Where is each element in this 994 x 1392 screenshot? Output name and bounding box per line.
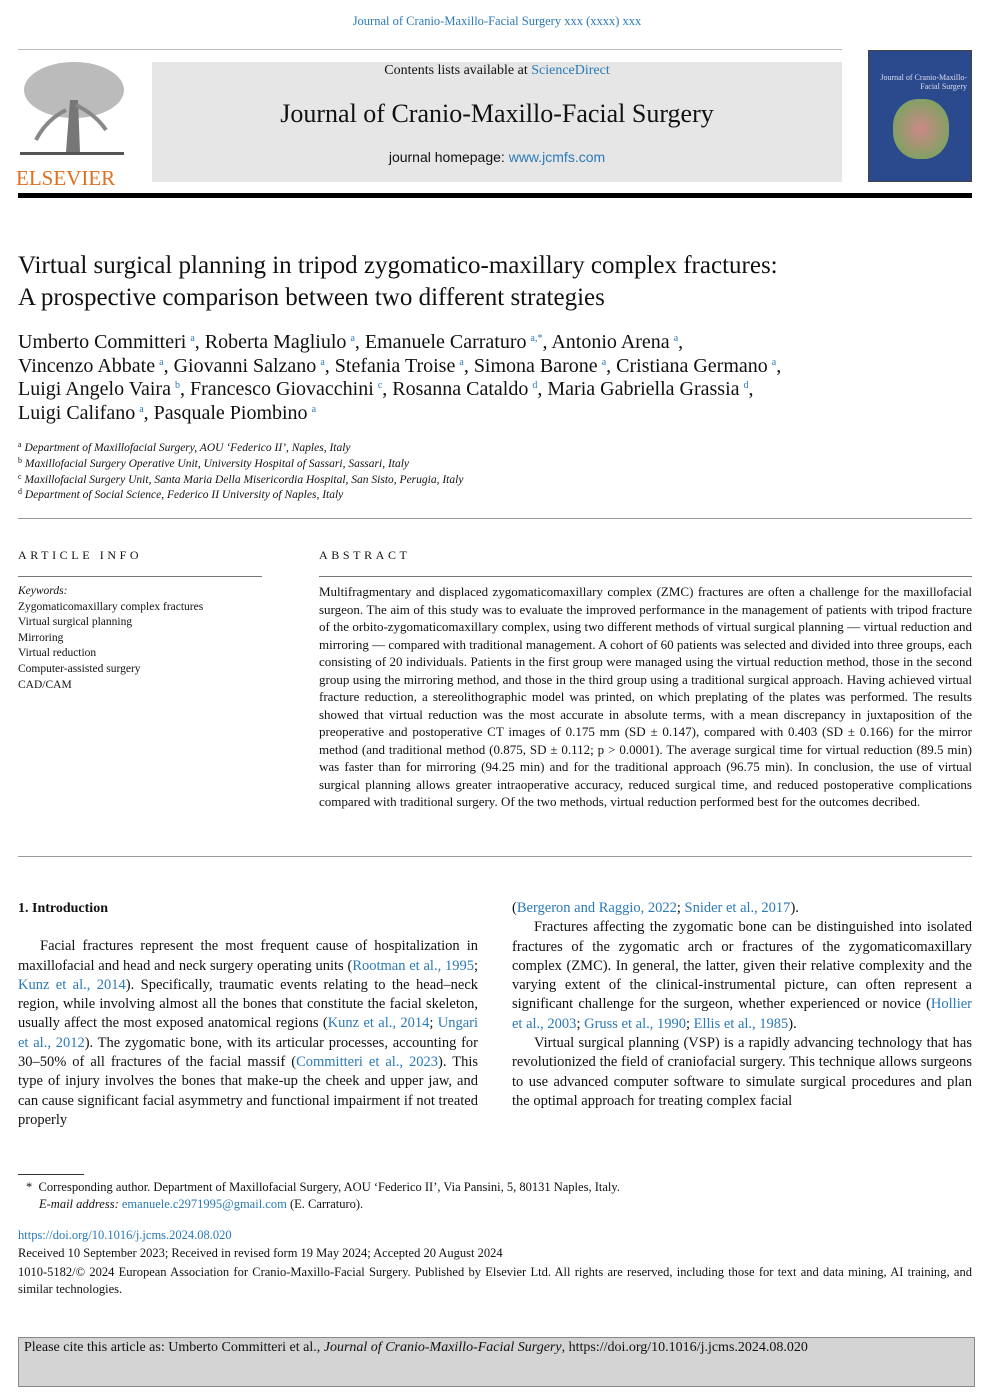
affiliations [18,441,463,504]
text-segment: ( [512,900,517,916]
homepage-prefix: journal homepage: [388,149,509,165]
email-label: E-mail address: [39,1197,119,1211]
keyword: Mirroring [18,631,64,644]
author-name[interactable]: Luigi Califano [18,401,136,424]
corresponding-author-footnote [26,1179,972,1213]
affiliation-marker[interactable]: a [601,356,607,368]
journal-title: Journal of Cranio-Maxillo-Facial Surgery [280,99,714,128]
citation-link[interactable]: Bergeron and Raggio, 2022 [516,900,677,916]
citation-link[interactable]: Hollier et al., 2003 [512,996,972,1032]
affiliation-text: Maxillofacial Surgery Unit, Santa Maria Della Misericordia Hospital, San Sisto, Perugia, Italy [24,473,464,486]
section-heading-introduction: 1. Introduction [18,901,108,916]
affiliation-marker[interactable]: a [350,333,355,344]
footnote-rule [18,1174,84,1175]
text-segment: ; [676,900,685,916]
affiliation-letter: a [18,440,22,449]
text-segment: ). [790,900,799,916]
keyword: Virtual surgical planning [18,616,133,629]
journal-cover[interactable] [868,50,972,182]
author-line: Umberto Committeri $^a$, Roberta Magliulo $^a$, Emanuele Carraturo $^{a,*}$, Antonio Arena $^a$, [18,331,684,353]
citation-link[interactable]: Gruss et al., 1990 [584,1015,686,1032]
keyword: CAD/CAM [18,678,72,691]
affiliation-marker[interactable]: c [377,380,383,392]
affiliation-text: Department of Maxillofacial Surgery, AOU ‘Federico II’, Naples, Italy [24,442,351,454]
author-name[interactable]: Simona Barone [473,354,598,377]
sciencedirect-link[interactable]: ScienceDirect [531,63,610,78]
affiliation-text: Maxillofacial Surgery Operative Unit, University Hospital of Sassari, Sassari, Italy [24,457,410,470]
citation-link[interactable]: Ungari et al., 2012 [18,1015,479,1051]
author-line: Luigi Califano $^a$, Pasquale Piombino $^a$ [18,401,317,424]
author-name[interactable]: Roberta Magliulo [204,331,347,353]
header-rule [18,193,972,198]
author-name[interactable]: Emanuele Carraturo [364,331,527,353]
text-segment: ; [429,1015,438,1032]
text-segment: ). This type of injury involves the bones that make-up the cheek and upper jaw, and can cause significant facial asymmetry and functional impairment if not treated properly [18,1054,478,1128]
author-name[interactable]: Umberto Committeri [18,331,187,353]
journal-banner [152,62,842,182]
author-line: Luigi Angelo Vaira $^b$, Francesco Giovacchini $^c$, Rosanna Cataldo $^d$, Maria Gabriella Grassia $^d$, [18,378,754,401]
cite-prefix: Please cite this article as: Umberto Committeri et al., [24,1340,324,1355]
title-line: Virtual surgical planning in tripod zygomatico-maxillary complex fractures: [18,252,778,279]
affiliation-marker[interactable]: a [311,403,317,415]
intro-continuation [512,899,972,918]
affiliation [18,473,463,489]
contents-prefix: Contents lists available at [384,63,532,78]
footnote-mark: * [26,1180,33,1194]
citation-box [18,1337,975,1387]
elsevier-tree-icon [16,60,128,158]
citation-link[interactable]: Rootman et al., 1995 [352,957,474,974]
author-name[interactable]: Maria Gabriella Grassia [547,378,740,401]
keyword: Computer-assisted surgery [18,662,141,675]
article-title [18,250,958,314]
affiliation-marker[interactable]: d [532,380,538,392]
text-segment: Fractures affecting the zygomatic bone can be distinguished into isolated fractures of the zygomatic arch or fractures of the zygomaticomaxillary complex (ZMC). In general, the latter, given their relative complexity and the varying extent of the clinical-instrumental picture, can often represent a significant challenge for the surgeon, whether experienced or novice ( [512,919,972,1013]
text-segment: ). [788,1015,797,1032]
intro-paragraph [512,918,972,1034]
intro-paragraph [512,1034,972,1111]
homepage-link[interactable]: www.jcmfs.com [508,149,606,165]
title-line: A prospective comparison between two different strategies [18,284,605,311]
author-name[interactable]: Vincenzo Abbate [18,354,156,377]
text-segment: ). Specifically, traumatic events relating to the head–neck region, while involving almost all the bones that constitute the facial skeleton, usually affect the most exposed anatomical regions ( [18,976,479,1032]
text-segment: ; [473,957,479,974]
divider [18,576,262,577]
affiliation [18,457,463,473]
divider [18,518,972,519]
text-segment: ). The zygomatic bone, with its articular processes, accounting for 30–50% of all fractures of the facial massif ( [18,1034,478,1071]
affiliation-letter: b [18,455,22,465]
author-name[interactable]: Antonio Arena [551,331,670,353]
affiliation-marker[interactable]: a [139,403,144,415]
affiliation-marker[interactable]: a,* [530,333,543,344]
text-segment: ; [685,1015,694,1032]
author-name[interactable]: Stefania Troise [334,354,456,377]
doi-link[interactable]: https://doi.org/10.1016/j.jcms.2024.08.020 [18,1228,232,1242]
keyword: Virtual reduction [18,647,97,660]
author-name[interactable]: Luigi Angelo Vaira [18,378,171,401]
article-info-heading: ARTICLE INFO [18,548,143,562]
footnote-text: Corresponding author. Department of Maxillofacial Surgery, AOU ‘Federico II’, Via Pansini, 5, 80131 Naples, Italy. [38,1180,620,1194]
divider [18,856,972,857]
author-name[interactable]: Pasquale Piombino [153,401,308,424]
text-segment: ; [576,1015,585,1032]
keyword: Zygomaticomaxillary complex fractures [18,600,204,613]
elsevier-logo [16,60,128,190]
keywords-label: Keywords: [18,585,68,597]
citation-link[interactable]: Kunz et al., 2014 [18,976,126,993]
cite-doi: , https://doi.org/10.1016/j.jcms.2024.08.020 [561,1340,808,1355]
affiliation-marker[interactable]: a [771,356,777,368]
intro-paragraph [18,937,478,1130]
affiliation-marker[interactable]: a [673,333,679,344]
affiliation-marker[interactable]: b [174,380,180,392]
affiliation-letter: c [18,471,22,481]
affiliation [18,488,463,504]
author-list [18,331,958,425]
text-segment: Virtual surgical planning (VSP) is a rapidly advancing technology that has revolutionized the field of craniofacial surgery. This technique allows surgeons to use advanced computer software to simulate surgical procedures and plan the optimal approach for treating complex facial [512,1035,972,1109]
publisher-logo-text: ELSEVIER [16,166,116,190]
copyright-notice: 1010-5182/© 2024 European Association for Cranio-Maxillo-Facial Surgery. Published by Elsevier Ltd. All rights are reserved, including those for text and data mining, AI training, and similar technologies. [18,1265,972,1296]
affiliation-text: Department of Social Science, Federico II University of Naples, Italy [24,489,344,502]
citation-link[interactable]: Snider et al., 2017 [684,900,791,916]
affiliation-letter: d [18,487,22,497]
divider [319,576,972,577]
email-suffix: (E. Carraturo). [286,1197,364,1211]
citation-link[interactable]: Committeri et al., 2023 [296,1054,439,1071]
abstract-heading: ABSTRACT [319,548,411,562]
affiliation-marker[interactable]: a [190,333,195,344]
affiliation-marker[interactable]: a [320,356,325,368]
citation-link[interactable]: Kunz et al., 2014 [327,1015,430,1032]
abstract-text: Multifragmentary and displaced zygomaticomaxillary complex (ZMC) fractures are often a challenge for the maxillofacial surgeon. The aim of this study was to evaluate the improved performance in the management of patients with tripod fracture of the orbito-zygomaticomaxillary complex, using two different methods of virtual surgical planning — virtual reduction and mirroring — compared with traditional management. A cohort of 60 patients was selected and divided into three groups, each consisting of 20 individuals. Patients in the first group were managed using the virtual reduction method, those in the second group using the mirroring method, and those in the third group using a traditional surgical approach. Having achieved virtual fracture reduction, a stereolithographic model was printed, on which preplating of the plates was performed. The results showed that virtual reduction was the most accurate in absolute terms, with a mean discrepancy in juxtaposition of the preoperative and postoperative CT images of 0.175 mm (SD ± 0.147), compared with 0.403 (SD ± 0.166) for the mirror method (and traditional method (0.875, SD ± 0.112; p > 0.0001). The average surgical time for virtual reduction (89.5 min) was faster than for mirroring (94.25 min) and for the traditional approach (96.75 min). In conclusion, the use of virtual surgical planning allows greater intraoperative accuracy, reduced surgical time, and reduced postoperative complications compared with traditional surgery. Of the two methods, virtual reduction performed best for the outcomes decribed. [319,584,972,809]
author-name[interactable]: Francesco Giovacchini [189,378,374,401]
author-name[interactable]: Rosanna Cataldo [392,378,529,401]
affiliation-marker[interactable]: a [159,356,164,368]
email-link[interactable]: emanuele.c2971995@gmail.com [121,1197,287,1211]
affiliation-marker[interactable]: d [743,380,749,392]
received-dates: Received 10 September 2023; Received in revised form 19 May 2024; Accepted 20 August 2024 [18,1246,503,1260]
cite-journal: Journal of Cranio-Maxillo-Facial Surgery [323,1340,562,1355]
cover-skull-image [893,99,949,159]
author-name[interactable]: Cristiana Germano [616,354,768,377]
affiliation [18,441,463,457]
author-line: Vincenzo Abbate $^a$, Giovanni Salzano $^a$, Stefania Troise $^a$, Simona Barone $^a$, Cristiana Germano $^a$, [18,354,782,377]
keywords [18,584,203,693]
affiliation-marker[interactable]: a [459,356,464,368]
citation-link[interactable]: Ellis et al., 1985 [693,1015,789,1032]
running-head[interactable]: Journal of Cranio-Maxillo-Facial Surgery xxx (xxxx) xxx [352,14,642,28]
author-name[interactable]: Giovanni Salzano [173,354,317,377]
cover-title: Journal of Cranio-Maxillo-Facial Surgery [880,73,967,91]
divider [18,49,842,50]
text-segment: Facial fractures represent the most frequent cause of hospitalization in maxillofacial and head and neck surgery operating units ( [18,938,478,974]
